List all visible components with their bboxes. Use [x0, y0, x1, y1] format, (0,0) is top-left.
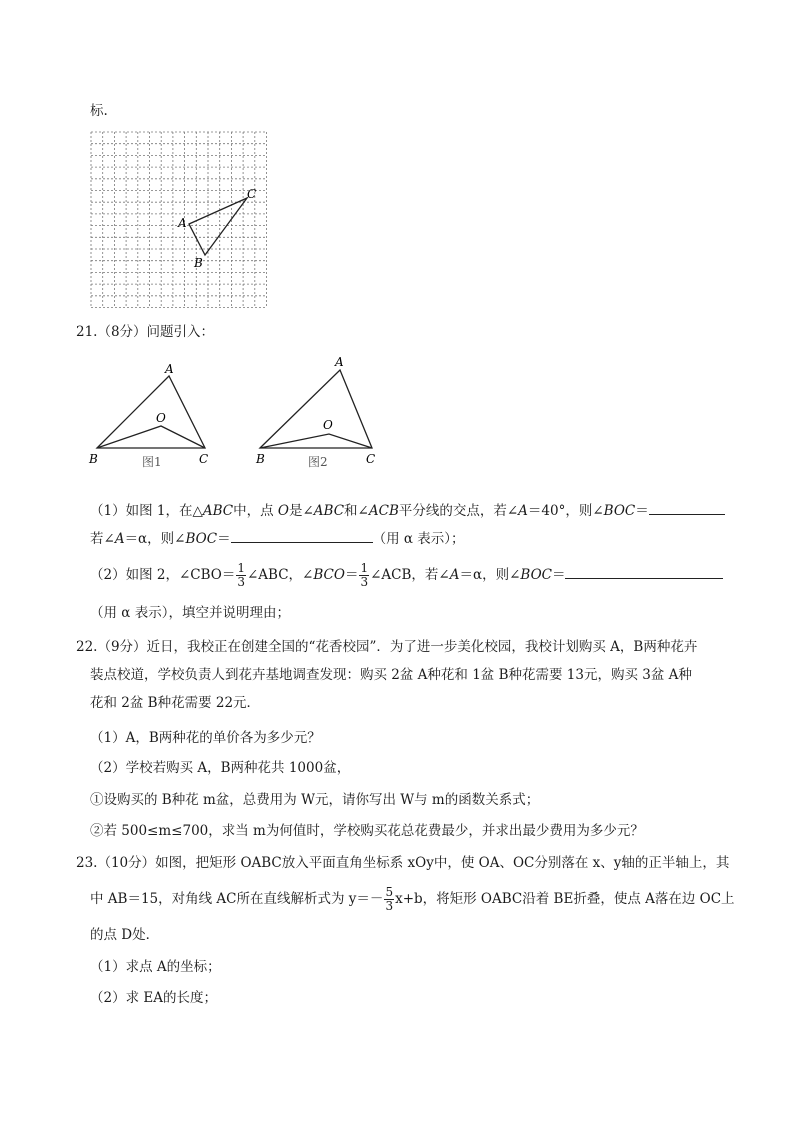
q20-tail: 标.: [90, 103, 108, 119]
grid-figure: [89, 130, 279, 312]
q22-line-3: 花和 2盆 B种花需要 22元．: [90, 695, 261, 711]
q21-part1b-line: 若∠A＝α，则∠BOC＝ （用 α 表示）；: [90, 528, 465, 549]
fig1-label-b: B: [89, 452, 98, 466]
answer-blank-3[interactable]: [565, 564, 723, 579]
q23-sub-2: （2）求 EA的长度；: [90, 990, 217, 1006]
q22-sub-4: ②若 500≤m≤700，求当 m为何值时，学校购买花总花费最少，并求出最少费用为多少元？: [90, 823, 644, 839]
q23-sub-1: （1）求点 A的坐标；: [90, 959, 221, 975]
fig2-trisectors: [260, 434, 372, 448]
fraction-five-thirds: $\frac{5}{3}$: [385, 885, 394, 913]
q23-line-3: 的点 D处．: [90, 927, 160, 943]
answer-blank-1[interactable]: [649, 500, 725, 515]
fig1-label-o: O: [156, 411, 166, 425]
fig1-bisectors: [97, 426, 205, 448]
answer-blank-2[interactable]: [231, 528, 373, 543]
fig1-label-a: A: [165, 362, 174, 376]
q21-figure-1: [85, 356, 220, 468]
fig2-label-c: C: [366, 452, 376, 466]
q22-sub-2: （2）学校若购买 A，B两种花共 1000盆，: [90, 760, 351, 776]
q22-sub-3: ①设购买的 B种花 m盆，总费用为 W元，请你写出 W与 m的函数关系式；: [90, 792, 540, 808]
q23-line-2: 中 AB＝15，对角线 AC所在直线解析式为 y＝－ $\frac{5}{3}$ x+b，将矩形 OABC沿着 BE折叠，使点 A落在边 OC上: [90, 885, 735, 913]
fig1-triangle: [97, 376, 205, 448]
grid-label-a: A: [178, 216, 187, 230]
q22-line-1: 22.（9分）近日，我校正在创建全国的“花香校园”．为了进一步美化校园，我校计划购买 A，B两种花卉: [76, 639, 698, 655]
fig1-label-c: C: [199, 452, 209, 466]
q22-line-2: 装点校道，学校负责人到花卉基地调查发现：购买 2盆 A种花和 1盆 B种花需要 13元，购买 3盆 A种: [90, 667, 692, 683]
q21-part1-line: （1）如图 1，在△ABC中，点 O是∠ABC和∠ACB平分线的交点，若∠A＝40°，则∠BOC＝: [90, 500, 725, 521]
fig2-label-o: O: [323, 418, 333, 432]
fraction-one-third: $\frac{1}{3}$: [237, 561, 245, 589]
fig2-label-a: A: [335, 355, 344, 369]
q21-part2-line: （2）如图 2，∠CBO＝ $\frac{1}{3}$ ∠ABC，∠BCO＝ $\frac{1}{3}$ ∠ACB，若∠A＝α，则∠BOC＝: [90, 562, 723, 589]
q23-line-1: 23.（10分）如图，把矩形 OABC放入平面直角坐标系 xOy中，使 OA、OC分别落在 x、y轴的正半轴上，其: [76, 855, 730, 871]
triangle-abc: [189, 198, 247, 255]
fraction-one-third-2: $\frac{1}{3}$: [360, 561, 369, 589]
q21-figure-2: [252, 352, 387, 468]
grid-label-c: C: [247, 187, 257, 201]
fig2-caption: 图2: [308, 455, 328, 468]
fig2-label-b: B: [256, 452, 265, 466]
q21-header: 21.（8分）问题引入：: [76, 324, 215, 340]
q21-part2-tail: （用 α 表示），填空并说明理由；: [90, 605, 290, 621]
grid-label-b: B: [194, 256, 203, 270]
fig1-caption: 图1: [142, 455, 162, 468]
q22-sub-1: （1）A，B两种花的单价各为多少元？: [90, 730, 321, 746]
